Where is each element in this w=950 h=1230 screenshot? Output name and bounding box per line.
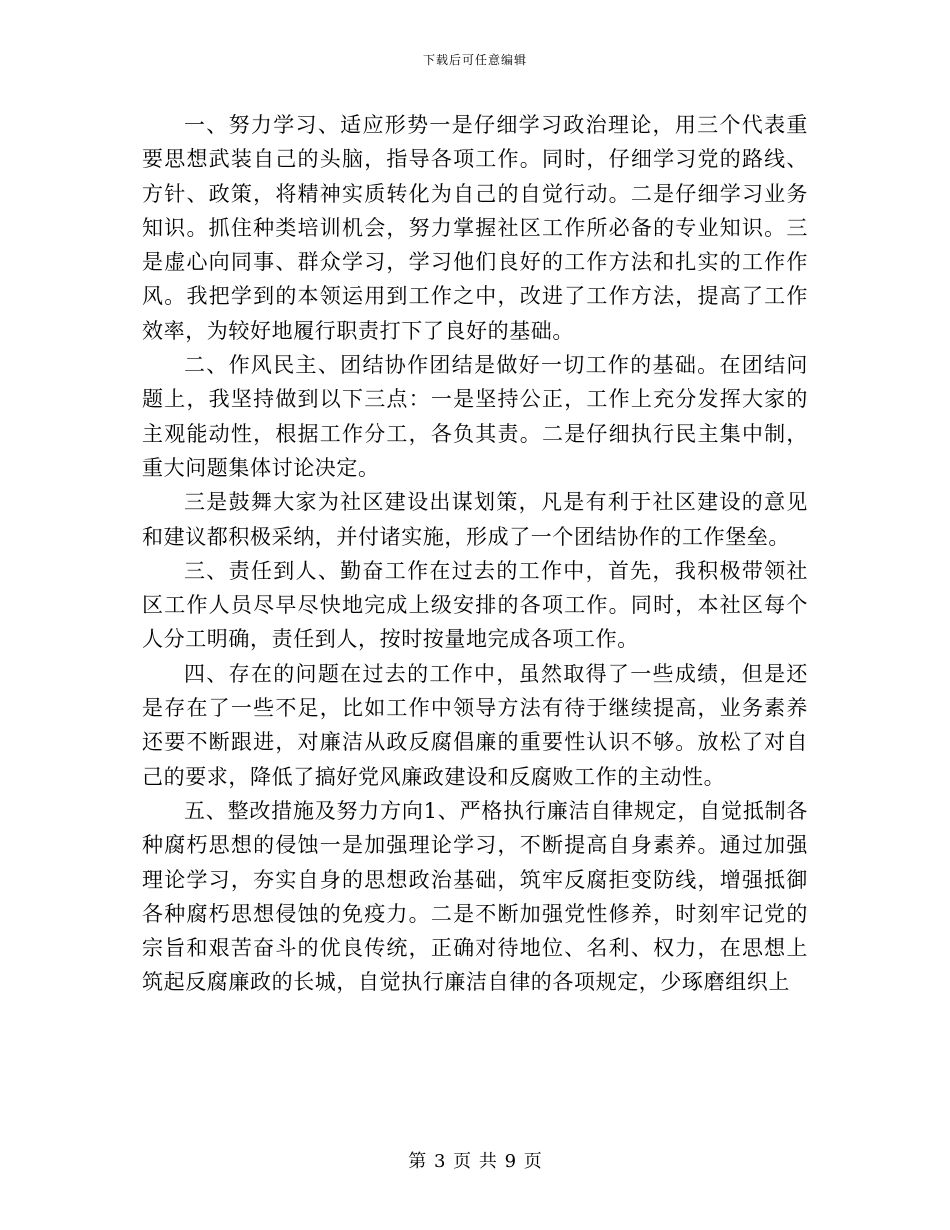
page-number-footer: 第 3 页 共 9 页 — [408, 1151, 542, 1172]
paragraph-1: 一、努力学习、适应形势一是仔细学习政治理论，用三个代表重要思想武装自己的头脑，指导各项工作。同时，仔细学习党的路线、方针、政策，将精神实质转化为自己的自觉行动。二是仔细学习业务知识。抓住种类培训机会，努力掌握社区工作所必备的专业知识。三是虚心向同事、群众学习，学习他们良好的工作方法和扎实的工作作风。我把学到的本领运用到工作之中，改进了工作方法，提高了工作效率，为较好地履行职责打下了良好的基础。 — [142, 113, 808, 343]
paragraph-6: 五、整改措施及努力方向1、严格执行廉洁自律规定，自觉抵制各种腐朽思想的侵蚀一是加强理论学习，不断提高自身素养。通过加强理论学习，夯实自身的思想政治基础，筑牢反腐拒变防线，增强抵御各种腐朽思想侵蚀的免疫力。二是不断加强党性修养，时刻牢记党的宗旨和艰苦奋斗的优良传统，正确对待地位、名利、权力，在思想上筑起反腐廉政的长城，自觉执行廉洁自律的各项规定，少琢磨组织上 — [142, 798, 808, 995]
paragraph-5: 四、存在的问题在过去的工作中，虽然取得了一些成绩，但是还是存在了一些不足，比如工作中领导方法有待于继续提高，业务素养还要不断跟进，对廉洁从政反腐倡廉的重要性认识不够。放松了对自己的要求，降低了搞好党风廉政建设和反腐败工作的主动性。 — [142, 661, 808, 789]
paragraph-2: 二、作风民主、团结协作团结是做好一切工作的基础。在团结问题上，我坚持做到以下三点：一是坚持公正，工作上充分发挥大家的主观能动性，根据工作分工，各负其责。二是仔细执行民主集中制，重大问题集体讨论决定。 — [142, 353, 808, 480]
document-body — [142, 108, 808, 1000]
page-header: 下载后可任意编辑 — [422, 53, 527, 67]
paragraph-4: 三、责任到人、勤奋工作在过去的工作中，首先，我积极带领社区工作人员尽早尽快地完成上级安排的各项工作。同时，本社区每个人分工明确，责任到人，按时按量地完成各项工作。 — [142, 558, 808, 652]
paragraph-3: 三是鼓舞大家为社区建设出谋划策，凡是有利于社区建设的意见和建议都积极采纳，并付诸实施，形成了一个团结协作的工作堡垒。 — [142, 490, 808, 549]
